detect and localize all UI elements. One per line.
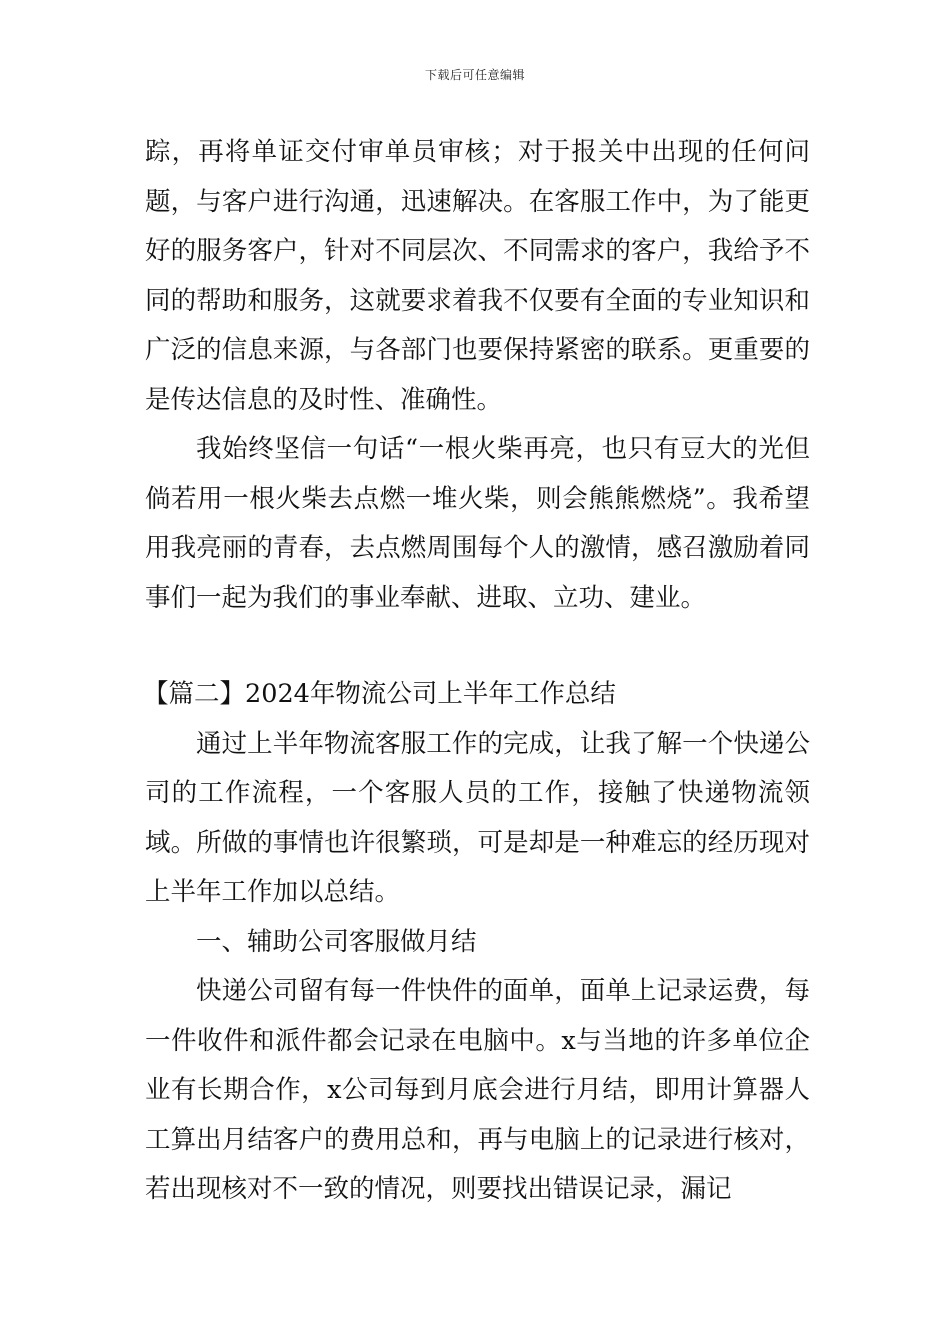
section-spacer (145, 623, 810, 670)
document-body (145, 128, 810, 1215)
paragraph-3: 通过上半年物流客服工作的完成，让我了解一个快递公司的工作流程，一个客服人员的工作，接触了快递物流领域。所做的事情也许很繁琐，可是却是一种难忘的经历现对上半年工作加以总结。 (145, 728, 810, 907)
section-title: 【篇二】2024年物流公司上半年工作总结 (143, 679, 616, 709)
paragraph-1: 踪，再将单证交付审单员审核；对于报关中出现的任何问题，与客户进行沟通，迅速解决。在客服工作中，为了能更好的服务客户，针对不同层次、不同需求的客户，我给予不同的帮助和服务，这就要求着我不仅要有全面的专业知识和广泛的信息来源，与各部门也要保持紧密的联系。更重要的是传达信息的及时性、准确性。 (145, 137, 810, 415)
paragraph-2: 我始终坚信一句话“一根火柴再亮，也只有豆大的光但倘若用一根火柴去点燃一堆火柴，则会熊熊燃烧”。我希望用我亮丽的青春，去点燃周围每个人的激情，感召激励着同事们一起为我们的事业奉献、进取、立功、建业。 (145, 434, 810, 613)
subheading-1: 一、辅助公司客服做月结 (196, 926, 477, 957)
paragraph-4: 快递公司留有每一件快件的面单，面单上记录运费，每一件收件和派件都会记录在电脑中。x与当地的许多单位企业有长期合作，x公司每到月底会进行月结，即用计算器人工算出月结客户的费用总和，再与电脑上的记录进行核对，若出现核对不一致的情况，则要找出错误记录，漏记 (145, 976, 810, 1204)
page-header: 下载后可任意编辑 (424, 68, 525, 82)
